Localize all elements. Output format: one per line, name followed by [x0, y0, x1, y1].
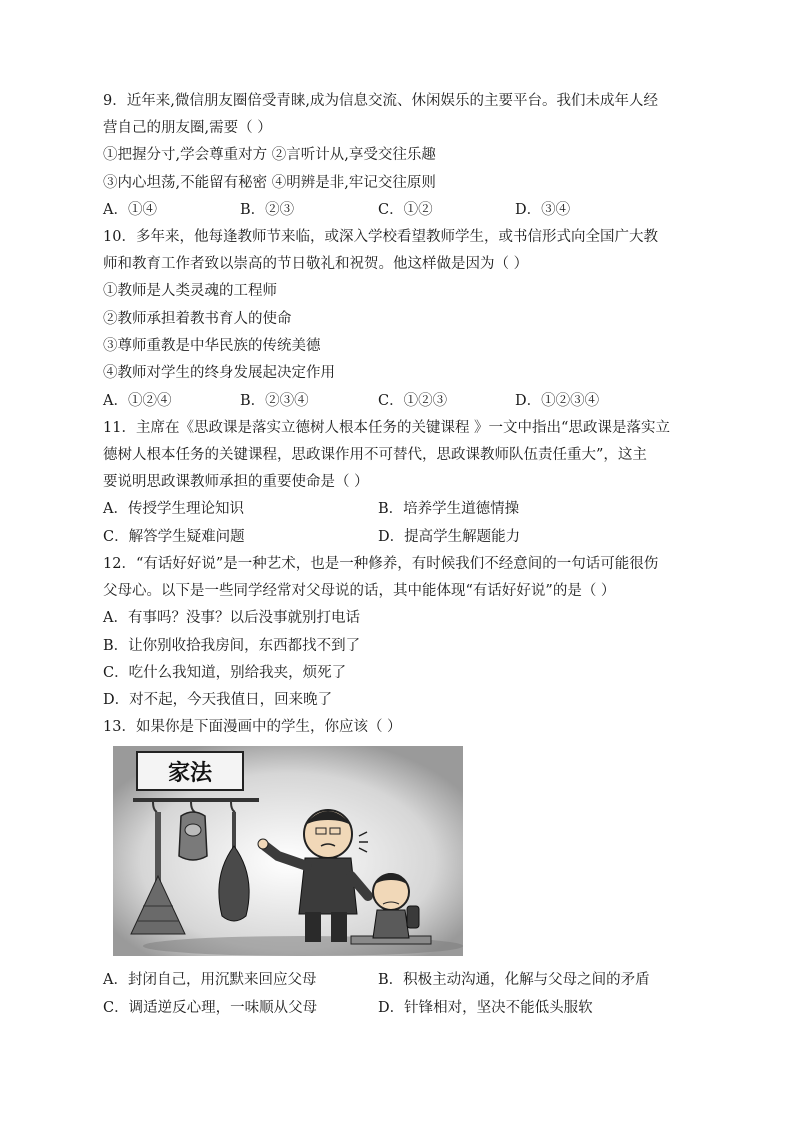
- q11-stem-line2: 德树人根本任务的关键课程，思政课作用不可替代，思政课教师队伍责任重大”，这主: [103, 447, 647, 463]
- q11-stem-line1: 11．主席在《思政课是落实立德树人根本任务的关键课程 》一文中指出“思政课是落实立: [103, 420, 670, 436]
- q11-option-b: B．培养学生道德情操: [378, 501, 520, 517]
- sign-text: 家法: [167, 761, 213, 786]
- q9-option-a: A．①④: [103, 202, 157, 218]
- q9-stem-line1: 9．近年来,微信朋友圈倍受青睐,成为信息交流、休闲娱乐的主要平台。我们未成年人经: [103, 93, 658, 109]
- q9-items-line2: ③内心坦荡,不能留有秘密 ④明辨是非,牢记交往原则: [103, 175, 436, 191]
- q12-option-c: C．吃什么我知道，别给我夹，烦死了: [103, 665, 347, 681]
- q10-option-c: C．①②③: [378, 393, 448, 409]
- q9-option-d: D．③④: [515, 202, 571, 218]
- q9-stem-line2: 营自己的朋友圈,需要（ ）: [103, 120, 272, 136]
- q11-option-c: C．解答学生疑难问题: [103, 529, 245, 545]
- q10-option-d: D．①②③④: [515, 393, 600, 409]
- q13-option-c: C．调适逆反心理，一味顺从父母: [103, 1000, 318, 1016]
- q13-stem: 13．如果你是下面漫画中的学生，你应该（ ）: [103, 719, 402, 735]
- q10-stem-line1: 10．多年来，他每逢教师节来临，或深入学校看望教师学生，或书信形式向全国广大教: [103, 229, 658, 245]
- q13-option-a: A．封闭自己，用沉默来回应父母: [103, 972, 317, 988]
- q10-item-1: ①教师是人类灵魂的工程师: [103, 283, 277, 299]
- q12-option-b: B．让你别收拾我房间，东西都找不到了: [103, 638, 361, 654]
- q12-option-a: A．有事吗？没事？以后没事就别打电话: [103, 610, 360, 626]
- q12-option-d: D．对不起，今天我值日，回来晚了: [103, 692, 333, 708]
- q9-option-b: B．②③: [240, 202, 295, 218]
- q10-item-2: ②教师承担着教书育人的使命: [103, 311, 292, 327]
- q12-stem-line1: 12．“有话好好说”是一种艺术，也是一种修养，有时候我们不经意间的一句话可能很伤: [103, 556, 659, 572]
- q11-stem-line3: 要说明思政课教师承担的重要使命是（ ）: [103, 474, 369, 490]
- q10-item-4: ④教师对学生的终身发展起决定作用: [103, 365, 335, 381]
- family-rules-cartoon: [113, 746, 463, 956]
- q13-option-d: D．针锋相对，坚决不能低头服软: [378, 1000, 593, 1016]
- q11-option-a: A．传授学生理论知识: [103, 501, 244, 517]
- q10-item-3: ③尊师重教是中华民族的传统美德: [103, 338, 321, 354]
- q13-option-b: B．积极主动沟通，化解与父母之间的矛盾: [378, 972, 650, 988]
- q10-option-b: B．②③④: [240, 393, 309, 409]
- cartoon-illustration: [113, 746, 463, 956]
- q10-stem-line2: 师和教育工作者致以崇高的节日敬礼和祝贺。他这样做是因为（ ）: [103, 256, 529, 272]
- q9-option-c: C．①②: [378, 202, 433, 218]
- q10-option-a: A．①②④: [103, 393, 172, 409]
- q11-option-d: D．提高学生解题能力: [378, 529, 521, 545]
- q12-stem-line2: 父母心。以下是一些同学经常对父母说的话，其中能体现“有话好好说”的是（ ）: [103, 583, 616, 599]
- slipper-icon: [179, 812, 207, 860]
- q9-items-line1: ①把握分寸,学会尊重对方 ②言听计从,享受交往乐趣: [103, 147, 436, 163]
